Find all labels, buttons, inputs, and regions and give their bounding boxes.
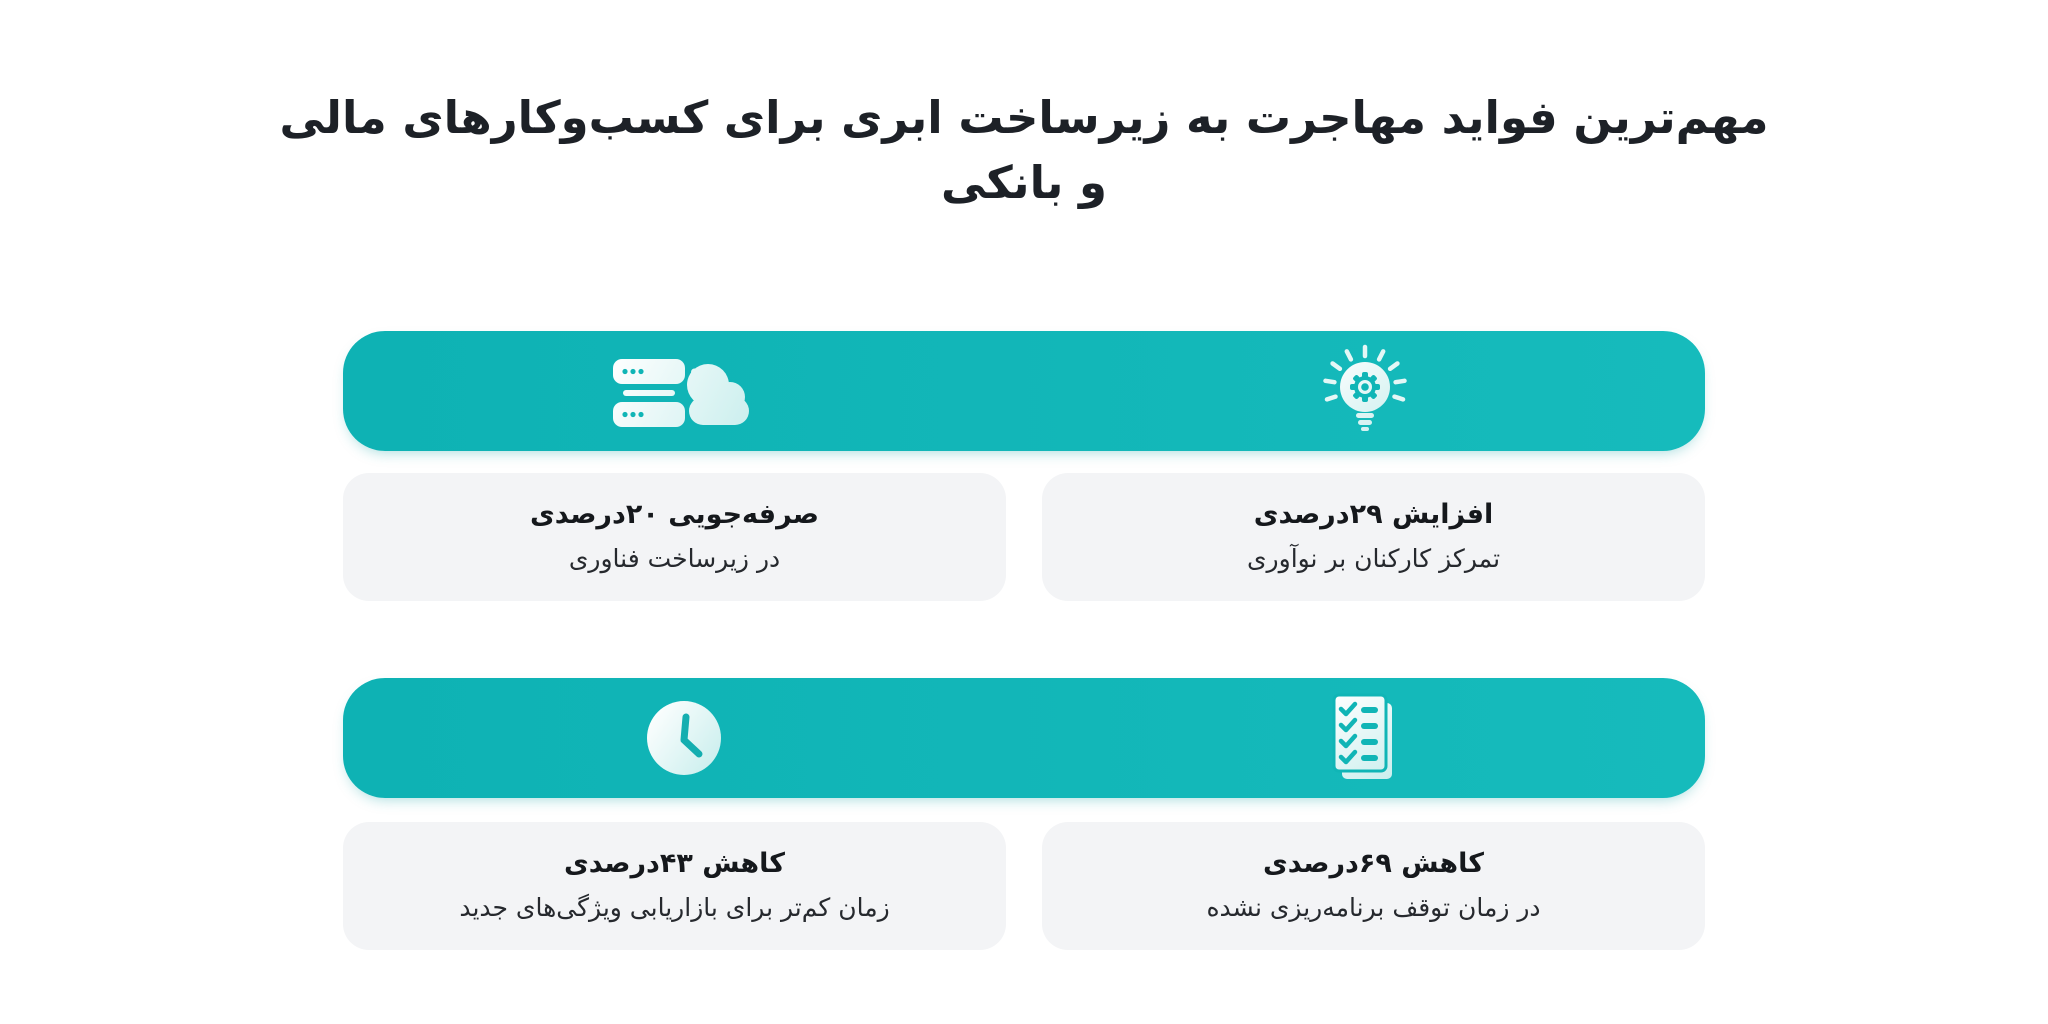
card-title: افزایش ۲۹درصدی (1253, 499, 1494, 531)
banner-1-right-slot (1024, 331, 1705, 451)
checklist-icon (1330, 693, 1400, 783)
card-cost-saving (343, 473, 1006, 601)
clock-icon (647, 701, 721, 775)
card-title: صرفه‌جویی ۲۰درصدی (530, 499, 819, 531)
card-time-to-market (343, 822, 1006, 950)
lightbulb-gear-icon (1320, 343, 1410, 439)
card-subtitle: تمرکز کارکنان بر نوآوری (1246, 543, 1501, 573)
page-title: مهم‌ترین فواید مهاجرت به زیرساخت ابری برای کسب‌وکارهای مالی و بانکی (279, 91, 1769, 210)
banner-1-left-slot (343, 331, 1024, 451)
benefit-cards-row-2 (343, 822, 1705, 950)
card-title: کاهش ۶۹درصدی (1263, 848, 1484, 880)
cloud-server-icon (613, 353, 755, 429)
banner-2-left-slot (343, 678, 1024, 798)
card-subtitle: در زیرساخت فناوری (568, 543, 781, 573)
card-subtitle: در زمان توقف برنامه‌ریزی نشده (1206, 892, 1541, 922)
card-title: کاهش ۴۳درصدی (564, 848, 785, 880)
card-unplanned-downtime (1042, 822, 1705, 950)
content-area (343, 331, 1705, 950)
benefit-banner-1 (343, 331, 1705, 451)
benefit-banner-2 (343, 678, 1705, 798)
card-innovation-focus (1042, 473, 1705, 601)
benefit-cards-row-1 (343, 473, 1705, 601)
banner-2-right-slot (1024, 678, 1705, 798)
card-subtitle: زمان کم‌تر برای بازاریابی ویژگی‌های جدید (459, 892, 890, 922)
